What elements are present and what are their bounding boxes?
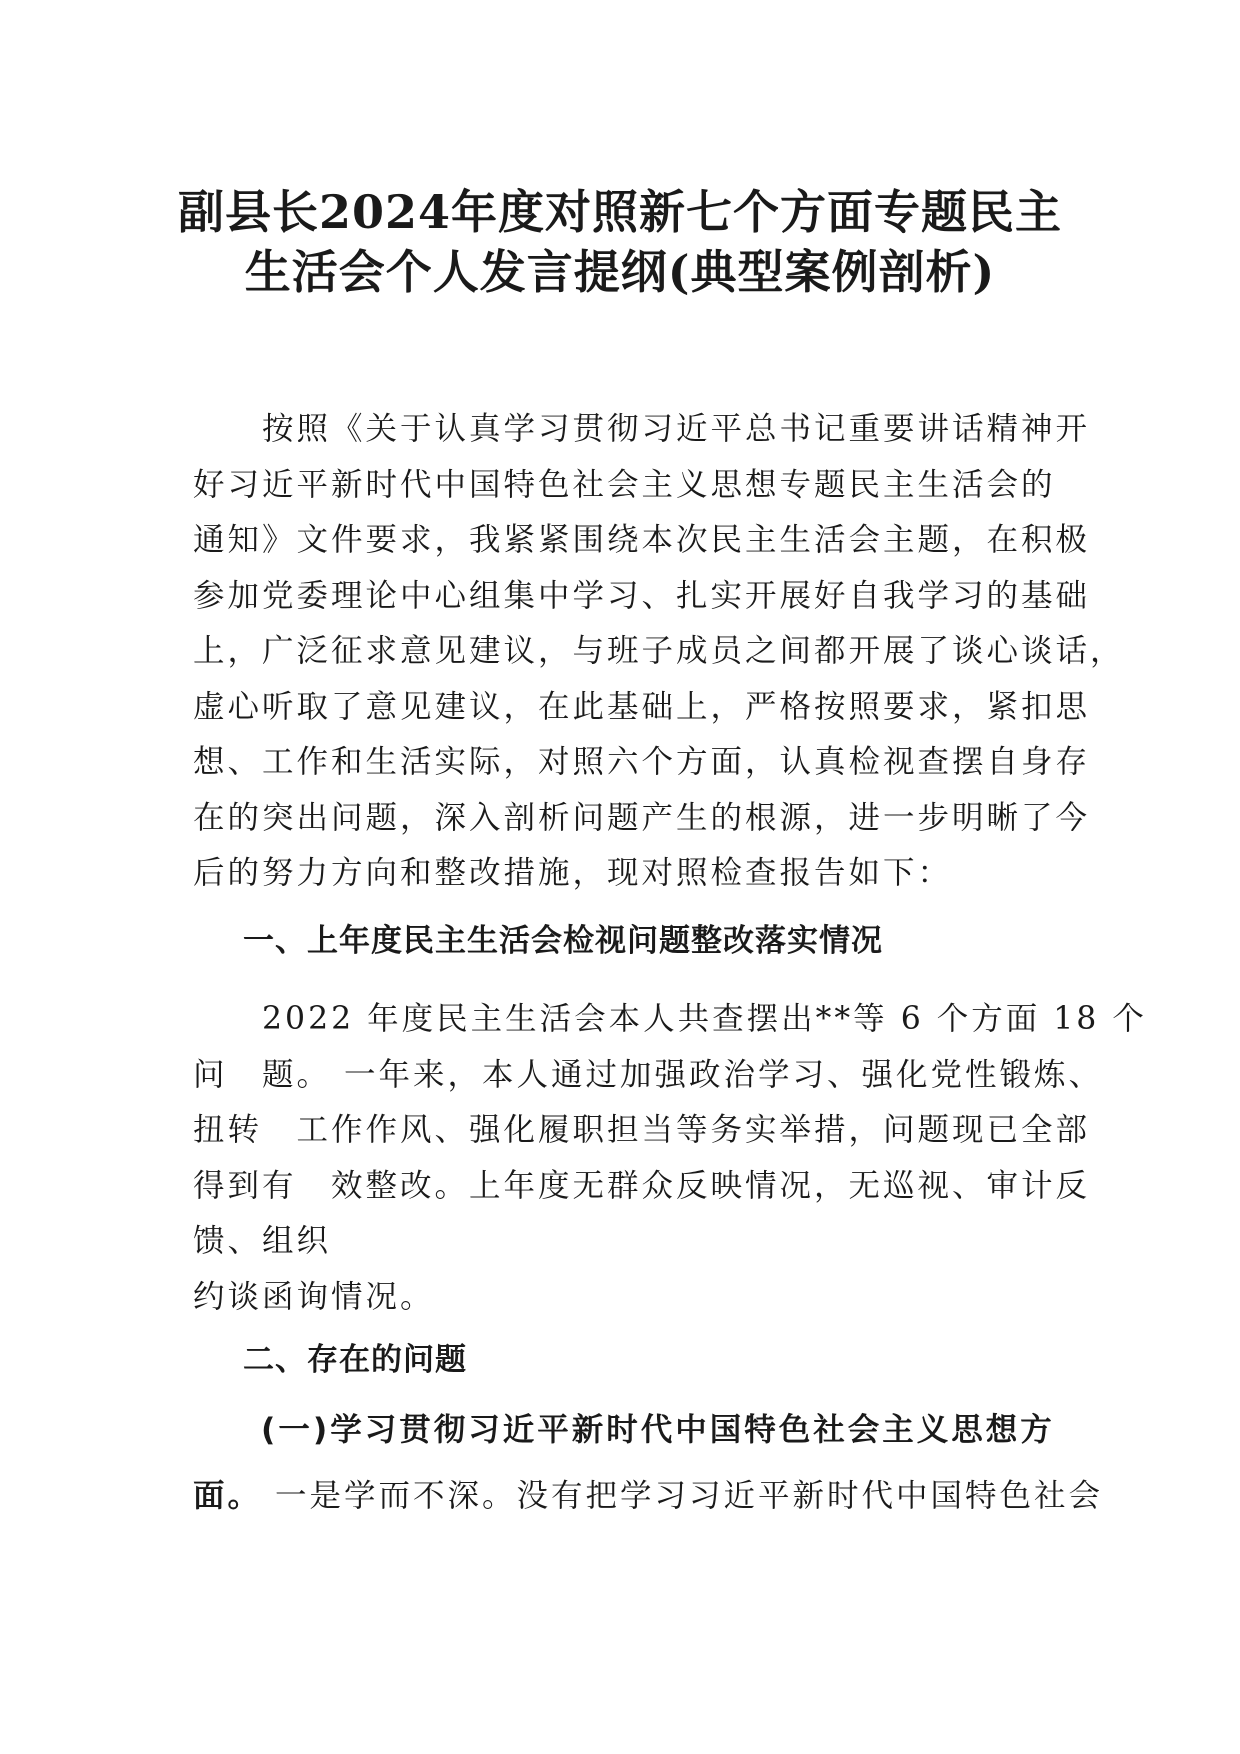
- paragraph-line: 好习近平新时代中国特色社会主义思想专题民主生活会的: [193, 466, 1056, 503]
- paragraph-line: 通知》文件要求，我紧紧围绕本次民主生活会主题，在积极: [193, 522, 1091, 558]
- section-heading-2: 二、存在的问题: [243, 1342, 467, 1378]
- paragraph-line: 2022 年度民主生活会本人共查摆出**等 6 个方面 18 个: [193, 1001, 1147, 1037]
- paragraph-line: 馈、组织: [193, 1223, 332, 1259]
- subsection-heading-1: (一)学习贯彻习近平新时代中国特色社会主义思想方: [261, 1412, 1055, 1448]
- title-line: 副县长2024年度对照新七个方面专题民主: [177, 185, 1063, 239]
- paragraph-line: 想、工作和生活实际，对照六个方面，认真检视查摆自身存: [193, 744, 1091, 780]
- paragraph-text: 一是学而不深。没有把学习习近平新时代中国特色社会: [262, 1478, 1104, 1514]
- paragraph-line: 在的突出问题，深入剖析问题产生的根源，进一步明晰了今: [193, 799, 1091, 836]
- paragraph-line: 上，广泛征求意见建议，与班子成员之间都开展了谈心谈话，: [193, 633, 1125, 669]
- document-title: [150, 182, 1090, 302]
- paragraph-line: 按照《关于认真学习贯彻习近平总书记重要讲话精神开: [193, 411, 1091, 447]
- paragraph-line: 虚心听取了意见建议，在此基础上，严格按照要求，紧扣思: [193, 688, 1091, 725]
- intro-paragraph: [193, 402, 1125, 902]
- paragraph-line: 后的努力方向和整改措施，现对照检查报告如下：: [193, 855, 953, 891]
- paragraph-line: 扭转 工作作风、强化履职担当等务实举措，问题现已全部: [193, 1112, 1091, 1148]
- paragraph-line: [193, 1471, 1103, 1521]
- section-heading-1: 一、上年度民主生活会检视问题整改落实情况: [243, 923, 883, 959]
- title-line: 生活会个人发言提纲(典型案例剖析): [244, 245, 996, 299]
- paragraph-line: 约谈函询情况。: [193, 1278, 435, 1315]
- paragraph-line: 问 题。 一年来，本人通过加强政治学习、强化党性锻炼、: [193, 1056, 1104, 1093]
- section-1-paragraph: [193, 992, 1147, 1325]
- subsection-heading-end: 面。: [193, 1478, 263, 1514]
- paragraph-line: 参加党委理论中心组集中学习、扎实开展好自我学习的基础: [193, 577, 1091, 614]
- paragraph-line: 得到有 效整改。上年度无群众反映情况，无巡视、审计反: [193, 1167, 1091, 1204]
